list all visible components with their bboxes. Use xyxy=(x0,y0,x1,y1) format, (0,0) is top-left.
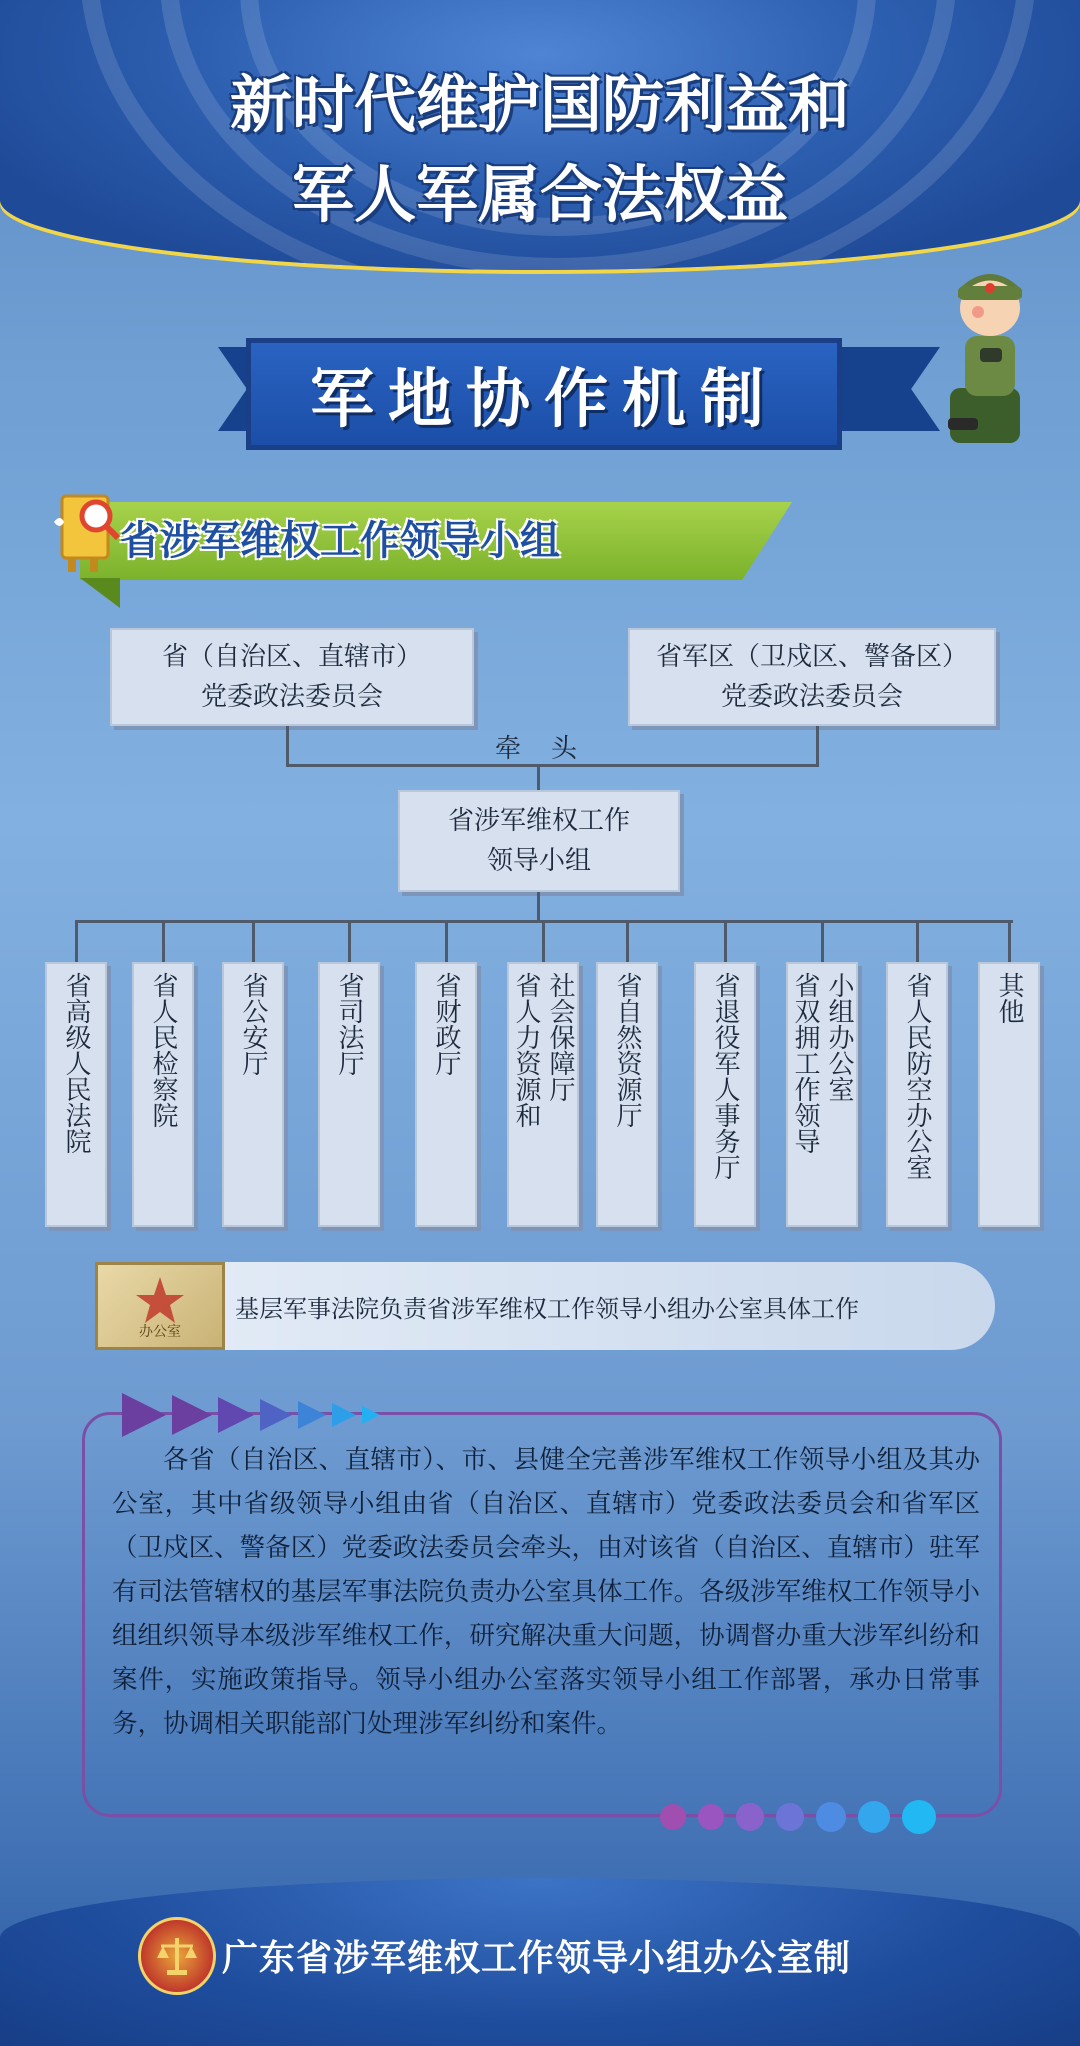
banner-title: 军地协作机制 xyxy=(310,362,778,437)
connector-line xyxy=(537,764,540,792)
member-label: 省退役军人事务厅 xyxy=(710,972,740,1180)
lead-box-military-region-committee xyxy=(628,628,996,726)
connector-line xyxy=(286,726,289,766)
member-label: 省人民防空办公室 xyxy=(902,972,932,1180)
member-box-3 xyxy=(222,962,284,1227)
decor-dot xyxy=(660,1804,686,1830)
office-text: 基层军事法院负责省涉军维权工作领导小组办公室具体工作 xyxy=(235,1294,859,1323)
member-label: 省财政厅 xyxy=(431,972,461,1076)
member-label: 省自然资源厅 xyxy=(612,972,642,1128)
member-box-6 xyxy=(507,962,579,1227)
arrow-triangle-icon xyxy=(298,1401,326,1429)
member-label: 省人力资源和 xyxy=(511,972,541,1128)
connector-line xyxy=(75,920,78,964)
page-title xyxy=(0,60,1080,240)
center-line2: 领导小组 xyxy=(486,846,591,876)
lead-left-line1: 省（自治区、直辖市） xyxy=(161,642,422,672)
connector-line xyxy=(626,920,629,964)
member-box-11 xyxy=(978,962,1040,1227)
dot-decoration xyxy=(660,1797,980,1837)
member-label: 小组办公室 xyxy=(824,972,854,1102)
member-label: 省司法厅 xyxy=(334,972,364,1076)
member-box-10 xyxy=(886,962,948,1227)
footer-text: 广东省涉军维权工作领导小组办公室制 xyxy=(222,1938,852,1979)
court-emblem-icon xyxy=(138,1917,216,1995)
connector-line xyxy=(821,920,824,964)
decor-dot xyxy=(736,1803,764,1831)
office-note xyxy=(95,1262,995,1350)
arrow-triangle-icon xyxy=(260,1399,292,1431)
connector-line xyxy=(78,920,1013,923)
arrow-triangle-icon xyxy=(122,1393,166,1437)
connector-line xyxy=(162,920,165,964)
member-box-5 xyxy=(415,962,477,1227)
section-banner xyxy=(246,338,842,450)
leader-label: 牵头 xyxy=(495,734,608,764)
lead-right-line2: 党委政法委员会 xyxy=(720,682,903,712)
description-text: 各省（自治区、直辖市）、市、县健全完善涉军维权工作领导小组及其办公室，其中省级领导小组由省（自治区、直辖市）党委政法委员会和省军区（卫戍区、警备区）党委政法委员会牵头，由对该省（自治区、直辖市）驻军有司法管辖权的基层军事法院负责办公室具体工作。各级涉军维权工作领导小组组织领导本级涉军维权工作，研究解决重大问题，协调督办重大涉军纠纷和案件，实施政策指导。领导小组办公室落实领导小组工作部署，承办日常事务，协调相关职能部门处理涉军纠纷和案件。 xyxy=(112,1445,980,1739)
decor-dot xyxy=(698,1804,724,1830)
decor-dot xyxy=(816,1802,846,1832)
book-mascot-icon xyxy=(48,486,128,576)
connector-line xyxy=(537,892,540,922)
member-box-9 xyxy=(786,962,858,1227)
decor-dot xyxy=(902,1800,936,1834)
connector-line xyxy=(916,920,919,964)
lead-box-provincial-committee xyxy=(110,628,474,726)
ribbon-tail xyxy=(80,578,120,608)
connector-line xyxy=(445,920,448,964)
arrow-triangle-icon xyxy=(332,1403,356,1427)
center-box-leading-group xyxy=(398,790,680,892)
lead-left-line2: 党委政法委员会 xyxy=(200,682,383,712)
member-box-4 xyxy=(318,962,380,1227)
arrow-decoration xyxy=(122,1390,442,1440)
title-line-1: 新时代维护国防利益和 xyxy=(229,68,850,141)
decor-dot xyxy=(858,1801,890,1833)
member-box-2 xyxy=(132,962,194,1227)
member-box-1 xyxy=(45,962,107,1227)
title-line-2: 军人军属合法权益 xyxy=(291,158,788,231)
arrow-triangle-icon xyxy=(218,1397,254,1433)
connector-line xyxy=(348,920,351,964)
plaque-label: 办公室 xyxy=(139,1324,181,1340)
connector-line xyxy=(252,920,255,964)
center-line1: 省涉军维权工作 xyxy=(447,806,630,836)
member-box-8 xyxy=(694,962,756,1227)
connector-line xyxy=(724,920,727,964)
connector-line xyxy=(542,920,545,964)
member-label: 其他 xyxy=(994,972,1024,1024)
lead-right-line1: 省军区（卫戍区、警备区） xyxy=(655,642,968,672)
section-title: 省涉军维权工作领导小组 xyxy=(120,518,560,564)
connector-line xyxy=(816,726,819,766)
member-label: 社会保障厅 xyxy=(545,972,575,1102)
soldier-illustration xyxy=(940,268,1040,448)
member-label: 省公安厅 xyxy=(238,972,268,1076)
office-plaque xyxy=(95,1262,225,1350)
arrow-triangle-icon xyxy=(172,1395,212,1435)
decor-dot xyxy=(776,1803,804,1831)
member-label: 省高级人民法院 xyxy=(61,972,91,1154)
connector-line xyxy=(1008,920,1011,964)
arrow-triangle-icon xyxy=(362,1406,380,1424)
member-label: 省双拥工作领导 xyxy=(790,972,820,1154)
member-label: 省人民检察院 xyxy=(148,972,178,1128)
member-box-7 xyxy=(596,962,658,1227)
